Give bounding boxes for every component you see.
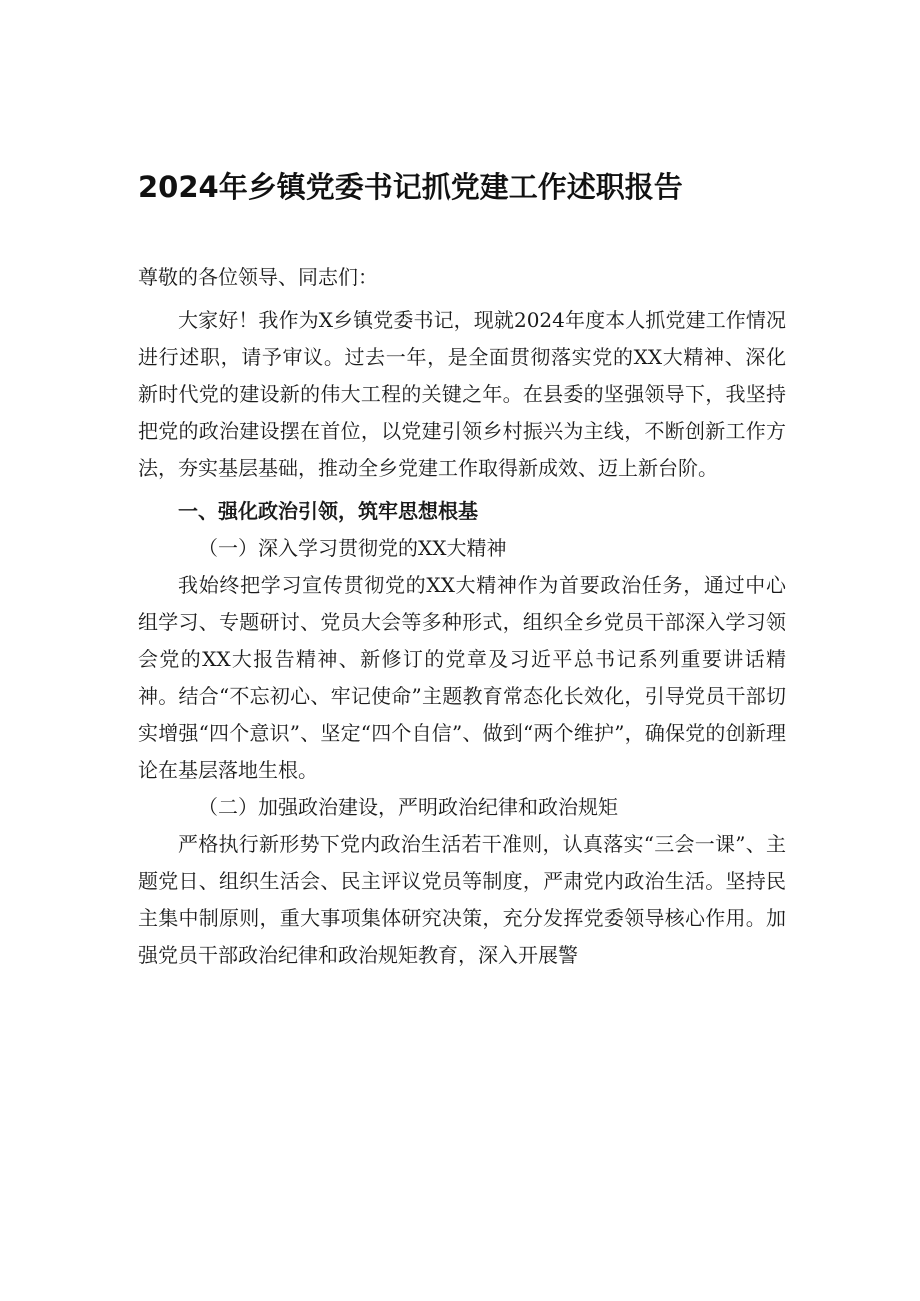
subsection-paragraph-1: 我始终把学习宣传贯彻党的XX大精神作为首要政治任务，通过中心组学习、专题研讨、党员大会等多种形式，组织全乡党员干部深入学习领会党的XX大报告精神、新修订的党章及习近平总书记系列重要讲话精神。结合“不忘初心、牢记使命”主题教育常态化长效化，引导党员干部切实增强“四个意识”、坚定“四个自信”、做到“两个维护”，确保党的创新理论在基层落地生根。 [138, 573, 786, 782]
section-heading-1: 一、强化政治引领，筑牢思想根基 [178, 499, 478, 523]
intro-paragraph: 大家好！我作为X乡镇党委书记，现就2024年度本人抓党建工作情况进行述职，请予审议。过去一年，是全面贯彻落实党的XX大精神、深化新时代党的建设新的伟大工程的关键之年。在县委的坚强领导下，我坚持把党的政治建设摆在首位，以党建引领乡村振兴为主线，不断创新工作方法，夯实基层基础，推动全乡党建工作取得新成效、迈上新台阶。 [138, 308, 786, 480]
document-title: 2024年乡镇党委书记抓党建工作述职报告 [138, 170, 683, 204]
subsection-heading-2: （二）加强政治建设，严明政治纪律和政治规矩 [198, 795, 618, 819]
subsection-paragraph-2: 严格执行新形势下党内政治生活若干准则，认真落实“三会一课”、主题党日、组织生活会、民主评议党员等制度，严肃党内政治生活。坚持民主集中制原则，重大事项集体研究决策，充分发挥党委领导核心作用。加强党员干部政治纪律和政治规矩教育，深入开展警 [138, 832, 786, 967]
salutation: 尊敬的各位领导、同志们： [138, 265, 378, 289]
subsection-heading-1: （一）深入学习贯彻党的XX大精神 [198, 536, 507, 560]
document-body [138, 259, 786, 974]
